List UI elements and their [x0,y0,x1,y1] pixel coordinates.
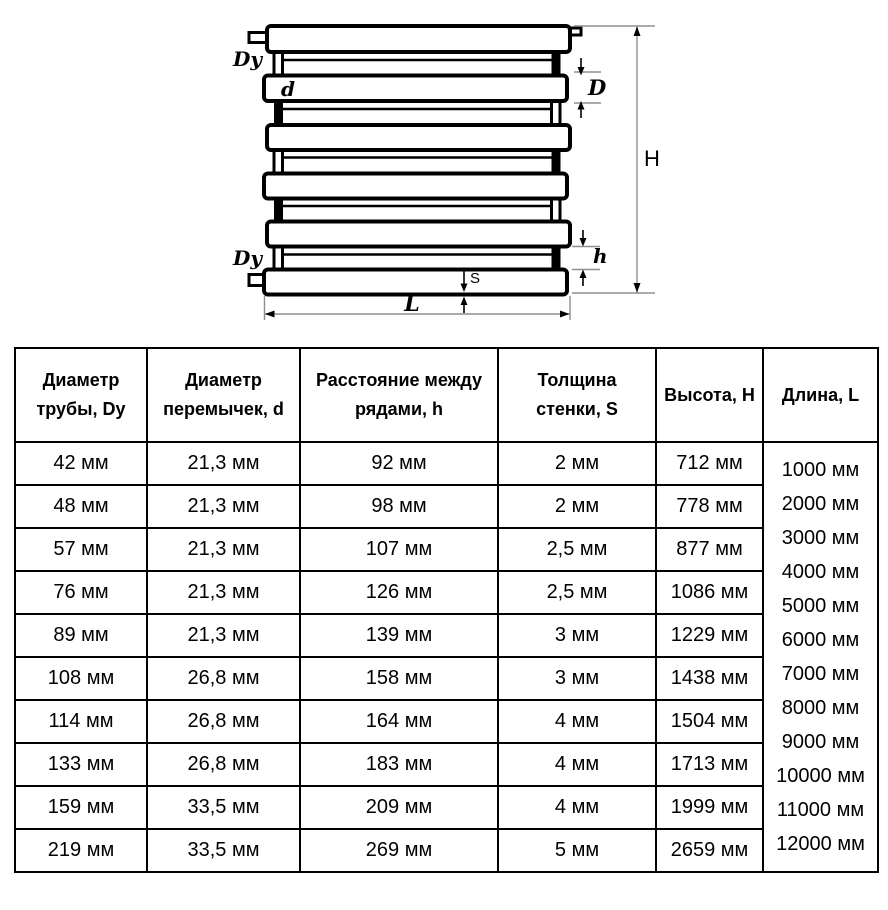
cell-height: 1713 мм [656,743,763,786]
table-row [15,829,878,872]
length-item: 9000 мм [781,731,860,753]
cell-height: 2659 мм [656,829,763,872]
cell-d: 26,8 мм [147,743,300,786]
cell-height: 877 мм [656,528,763,571]
cell-s: 3 мм [498,614,656,657]
table-row [15,528,878,571]
cell-height: 1438 мм [656,657,763,700]
cell-lengths [763,442,878,872]
cell-s: 4 мм [498,786,656,829]
cell-d: 21,3 мм [147,485,300,528]
dim-label-D: D [588,75,607,100]
table-row [15,743,878,786]
cell-dy: 133 мм [15,743,147,786]
pipe-row [267,222,570,247]
cell-s: 2 мм [498,442,656,485]
cell-dy: 76 мм [15,571,147,614]
length-item: 10000 мм [776,765,865,787]
length-item: 12000 мм [776,833,865,855]
table-row [15,571,878,614]
dim-label-dy-bottom: Dy [233,246,262,270]
cell-height: 778 мм [656,485,763,528]
length-item: 4000 мм [781,561,860,583]
length-item: 11000 мм [776,799,865,821]
cell-h: 269 мм [300,829,498,872]
dimension-H [572,26,660,293]
length-item: 1000 мм [781,459,860,481]
pipe-row [267,26,570,52]
cell-dy: 114 мм [15,700,147,743]
length-item: 2000 мм [781,493,860,515]
pipe-row [267,125,570,150]
cell-h: 183 мм [300,743,498,786]
pipe-row [264,174,567,199]
dimensions-table [14,347,879,873]
cell-d: 21,3 мм [147,571,300,614]
cell-d: 33,5 мм [147,786,300,829]
dim-label-h: h [593,244,608,268]
cell-s: 2,5 мм [498,528,656,571]
table-row [15,485,878,528]
cell-height: 712 мм [656,442,763,485]
col-header-height: Высота, H [656,348,763,442]
register-diagram [0,0,888,340]
length-item: 3000 мм [781,527,860,549]
header-row [15,348,878,442]
pipe-row [264,76,567,102]
table-row [15,614,878,657]
cell-s: 4 мм [498,700,656,743]
cell-d: 26,8 мм [147,657,300,700]
cell-d: 21,3 мм [147,614,300,657]
cell-h: 209 мм [300,786,498,829]
cell-h: 107 мм [300,528,498,571]
cell-h: 98 мм [300,485,498,528]
table-row [15,657,878,700]
table-row [15,442,878,485]
length-item: 5000 мм [781,595,860,617]
cell-dy: 219 мм [15,829,147,872]
cell-height: 1999 мм [656,786,763,829]
cell-h: 126 мм [300,571,498,614]
length-list [769,453,872,861]
cell-h: 139 мм [300,614,498,657]
col-header-length: Длина, L [763,348,878,442]
cell-d: 26,8 мм [147,700,300,743]
dim-label-H: H [644,146,660,171]
cell-dy: 108 мм [15,657,147,700]
table-row [15,700,878,743]
length-item: 7000 мм [781,663,860,685]
cell-dy: 159 мм [15,786,147,829]
cell-s: 5 мм [498,829,656,872]
length-item: 6000 мм [781,629,860,651]
dim-label-S: S [470,270,481,287]
cell-h: 158 мм [300,657,498,700]
cell-height: 1086 мм [656,571,763,614]
cell-dy: 48 мм [15,485,147,528]
cell-dy: 57 мм [15,528,147,571]
dimension-h [572,230,608,286]
cell-s: 3 мм [498,657,656,700]
cell-h: 92 мм [300,442,498,485]
dim-label-d: d [281,77,295,101]
col-header-jumper-diameter: Диаметр перемычек, d [147,348,300,442]
cell-s: 2,5 мм [498,571,656,614]
cell-height: 1504 мм [656,700,763,743]
cell-s: 4 мм [498,743,656,786]
cell-dy: 89 мм [15,614,147,657]
table-row [15,786,878,829]
dim-label-L: L [404,291,420,317]
cell-d: 21,3 мм [147,442,300,485]
col-header-wall-thickness: Толщина стенки, S [498,348,656,442]
cell-s: 2 мм [498,485,656,528]
cell-dy: 42 мм [15,442,147,485]
length-item: 8000 мм [781,697,860,719]
cell-height: 1229 мм [656,614,763,657]
col-header-pipe-diameter: Диаметр трубы, Dy [15,348,147,442]
dim-label-dy-top: Dy [233,47,262,71]
cell-d: 33,5 мм [147,829,300,872]
dimension-D [574,58,607,118]
col-header-row-spacing: Расстояние между рядами, h [300,348,498,442]
cell-h: 164 мм [300,700,498,743]
cell-d: 21,3 мм [147,528,300,571]
